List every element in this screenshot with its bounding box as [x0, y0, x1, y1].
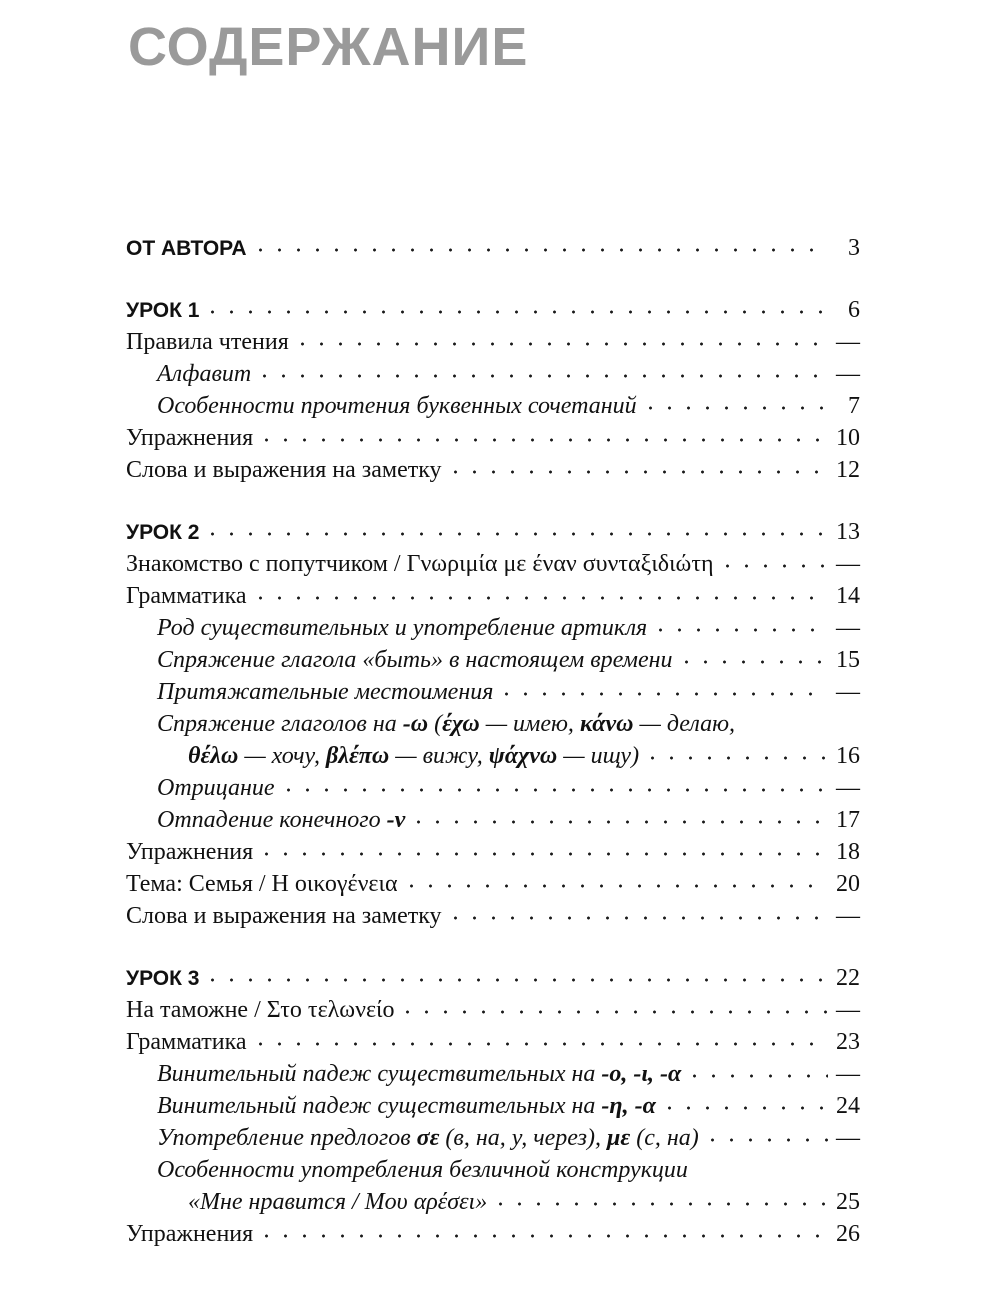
toc-entry-label: Упражнения: [126, 839, 254, 865]
dot-leader: [643, 753, 828, 763]
toc-entry-reading-rules[interactable]: [126, 326, 860, 358]
toc-page-number: 23: [836, 1029, 860, 1055]
toc-entry-label: Особенности употребления безличной конструкции: [157, 1157, 688, 1183]
greek-word: θέλω: [188, 743, 239, 769]
toc-entry-label: УРОК 1: [126, 299, 200, 322]
toc-entry-lesson-2[interactable]: [126, 516, 860, 548]
toc-page-number: 3: [848, 235, 860, 261]
greek-suffix: -ω: [402, 711, 429, 737]
toc-page-number: 6: [848, 297, 860, 323]
toc-entry-noun-gender[interactable]: [126, 612, 860, 644]
toc-page-number: —: [836, 329, 860, 355]
dot-leader: [255, 371, 828, 381]
toc-page-number: 17: [836, 807, 860, 833]
text-run: (: [428, 711, 443, 737]
toc-entry-letter-combinations[interactable]: [126, 390, 860, 422]
toc-entry-meeting-companion[interactable]: [126, 548, 860, 580]
text-run: (с, на): [630, 1125, 699, 1151]
toc-page-number: 26: [836, 1221, 860, 1247]
toc-entry-exercises[interactable]: [126, 836, 860, 868]
toc-entry-exercises[interactable]: [126, 422, 860, 454]
dot-leader: [651, 625, 828, 635]
toc-entry-impersonal-construction[interactable]: [126, 1154, 860, 1186]
toc-entry-possessive-pronouns[interactable]: [126, 676, 860, 708]
dot-leader: [677, 657, 828, 667]
toc-entry-label: ОТ АВТОРА: [126, 237, 247, 260]
toc-entry-family-topic[interactable]: [126, 868, 860, 900]
dot-leader: [446, 913, 828, 923]
toc-page-number: 15: [836, 647, 860, 673]
text-run: Винительный падеж существительных на: [157, 1093, 602, 1119]
greek-word: με: [607, 1125, 631, 1151]
toc-entry-author[interactable]: [126, 232, 860, 264]
toc-entry-grammar[interactable]: [126, 580, 860, 612]
toc-page-number: —: [836, 1125, 860, 1151]
dot-leader: [293, 339, 828, 349]
leader-spacer: [739, 721, 854, 731]
toc-entry-alphabet[interactable]: [126, 358, 860, 390]
toc-entry-label: Грамматика: [126, 1029, 247, 1055]
dot-leader: [660, 1103, 828, 1113]
toc-entry-label: УРОК 3: [126, 967, 200, 990]
toc-page-number: —: [836, 679, 860, 705]
dot-leader: [257, 1231, 828, 1241]
dot-leader: [251, 245, 829, 255]
toc-entry-label: На таможне / Στο τελωνείο: [126, 997, 395, 1023]
toc-page-number: —: [836, 1061, 860, 1087]
toc-entry-label: Упражнения: [126, 1221, 254, 1247]
toc-entry-label: Упражнения: [126, 425, 254, 451]
dot-leader: [497, 689, 828, 699]
dot-leader: [203, 307, 828, 317]
dot-leader: [718, 561, 828, 571]
toc-entry-negation[interactable]: [126, 772, 860, 804]
greek-word: βλέπω: [326, 743, 390, 769]
greek-word: σε: [416, 1125, 440, 1151]
text-run: — хочу,: [238, 743, 326, 769]
dot-leader: [491, 1199, 828, 1209]
toc-page-number: 14: [836, 583, 860, 609]
toc-entry-omega-verbs-cont[interactable]: [126, 740, 860, 772]
dot-leader: [703, 1135, 828, 1145]
dot-leader: [251, 1039, 828, 1049]
toc-page-number: 16: [836, 743, 860, 769]
toc-entry-label: [188, 740, 639, 772]
toc-entry-grammar[interactable]: [126, 1026, 860, 1058]
toc-page-number: 24: [836, 1093, 860, 1119]
toc-page-number: 25: [836, 1189, 860, 1215]
toc-entry-label: Слова и выражения на заметку: [126, 903, 442, 929]
toc-entry-lesson-3[interactable]: [126, 962, 860, 994]
toc-entry-lesson-1[interactable]: [126, 294, 860, 326]
text-run: — имею,: [479, 711, 580, 737]
toc-entry-label: Притяжательные местоимения: [157, 679, 494, 705]
toc-entry-final-n-drop[interactable]: [126, 804, 860, 836]
toc-entry-label: [157, 804, 405, 836]
dot-leader: [402, 881, 828, 891]
toc-page-number: —: [836, 615, 860, 641]
toc-entry-exercises[interactable]: [126, 1218, 860, 1250]
text-run: — делаю,: [633, 711, 735, 737]
greek-word: ψάχνω: [488, 743, 558, 769]
toc-entry-label: «Мне нравится / Μου αρέσει»: [188, 1189, 488, 1215]
toc-entry-label: Особенности прочтения буквенных сочетаний: [157, 393, 637, 419]
toc-entry-label: [157, 1058, 681, 1090]
toc-entry-label: [157, 708, 735, 740]
toc-entry-accusative-eta-a[interactable]: [126, 1090, 860, 1122]
greek-suffix: -ν: [386, 807, 406, 833]
toc-entry-label: Грамматика: [126, 583, 247, 609]
section-gap: [126, 932, 860, 962]
toc-page-number: —: [836, 997, 860, 1023]
dot-leader: [203, 529, 828, 539]
toc-page-number: —: [836, 903, 860, 929]
toc-entry-label: Спряжение глагола «быть» в настоящем времени: [157, 647, 673, 673]
section-gap: [126, 264, 860, 294]
section-gap: [126, 486, 860, 516]
leader-spacer: [692, 1167, 854, 1177]
dot-leader: [685, 1071, 828, 1081]
toc-entry-label: Слова и выражения на заметку: [126, 457, 442, 483]
toc-entry-label: Алфавит: [157, 361, 252, 387]
greek-suffix: -ο, -ι, -α: [601, 1061, 682, 1087]
toc-page-number: 22: [836, 965, 860, 991]
toc-entry-label: УРОК 2: [126, 521, 200, 544]
toc-page-number: 12: [836, 457, 860, 483]
toc-page-number: 20: [836, 871, 860, 897]
toc-entry-label: Знакомство с попутчиком / Γνωριμία με έναν συνταξιδιώτη: [126, 551, 714, 577]
toc-entry-omega-verbs[interactable]: [126, 708, 860, 740]
toc-entry-label: Род существительных и употребление артикля: [157, 615, 648, 641]
text-run: — вижу,: [389, 743, 489, 769]
toc-entry-prepositions[interactable]: [126, 1122, 860, 1154]
text-run: Отпадение конечного: [157, 807, 387, 833]
toc-page-number: 18: [836, 839, 860, 865]
dot-leader: [251, 593, 828, 603]
text-run: Винительный падеж существительных на: [157, 1061, 602, 1087]
table-of-contents: [126, 232, 860, 1250]
dot-leader: [398, 1007, 828, 1017]
greek-word: έχω: [442, 711, 480, 737]
toc-page-number: 10: [836, 425, 860, 451]
text-run: Спряжение глаголов на: [157, 711, 403, 737]
toc-entry-label: Тема: Семья / Η οικογένεια: [126, 871, 398, 897]
toc-page-number: —: [836, 775, 860, 801]
toc-page-number: 7: [848, 393, 860, 419]
toc-page-number: —: [836, 361, 860, 387]
dot-leader: [446, 467, 828, 477]
text-run: (в, на, у, через),: [439, 1125, 607, 1151]
text-run: Употребление предлогов: [157, 1125, 417, 1151]
greek-word: κάνω: [579, 711, 634, 737]
toc-entry-to-be-conjugation[interactable]: [126, 644, 860, 676]
dot-leader: [203, 975, 828, 985]
toc-entry-label: [157, 1090, 656, 1122]
dot-leader: [279, 785, 828, 795]
dot-leader: [257, 435, 828, 445]
toc-entry-vocabulary[interactable]: [126, 900, 860, 932]
dot-leader: [409, 817, 828, 827]
dot-leader: [257, 849, 828, 859]
dot-leader: [641, 403, 828, 413]
toc-page-number: —: [836, 551, 860, 577]
toc-entry-label: Правила чтения: [126, 329, 289, 355]
toc-page-number: 13: [836, 519, 860, 545]
toc-entry-impersonal-construction-cont[interactable]: [126, 1186, 860, 1218]
toc-entry-label: [157, 1122, 699, 1154]
toc-entry-accusative-o-i-a[interactable]: [126, 1058, 860, 1090]
toc-entry-customs[interactable]: [126, 994, 860, 1026]
toc-entry-vocabulary[interactable]: [126, 454, 860, 486]
page-title: СОДЕРЖАНИЕ: [128, 17, 529, 77]
greek-suffix: -η, -α: [601, 1093, 656, 1119]
toc-entry-label: Отрицание: [157, 775, 275, 801]
text-run: — ищу): [557, 743, 640, 769]
